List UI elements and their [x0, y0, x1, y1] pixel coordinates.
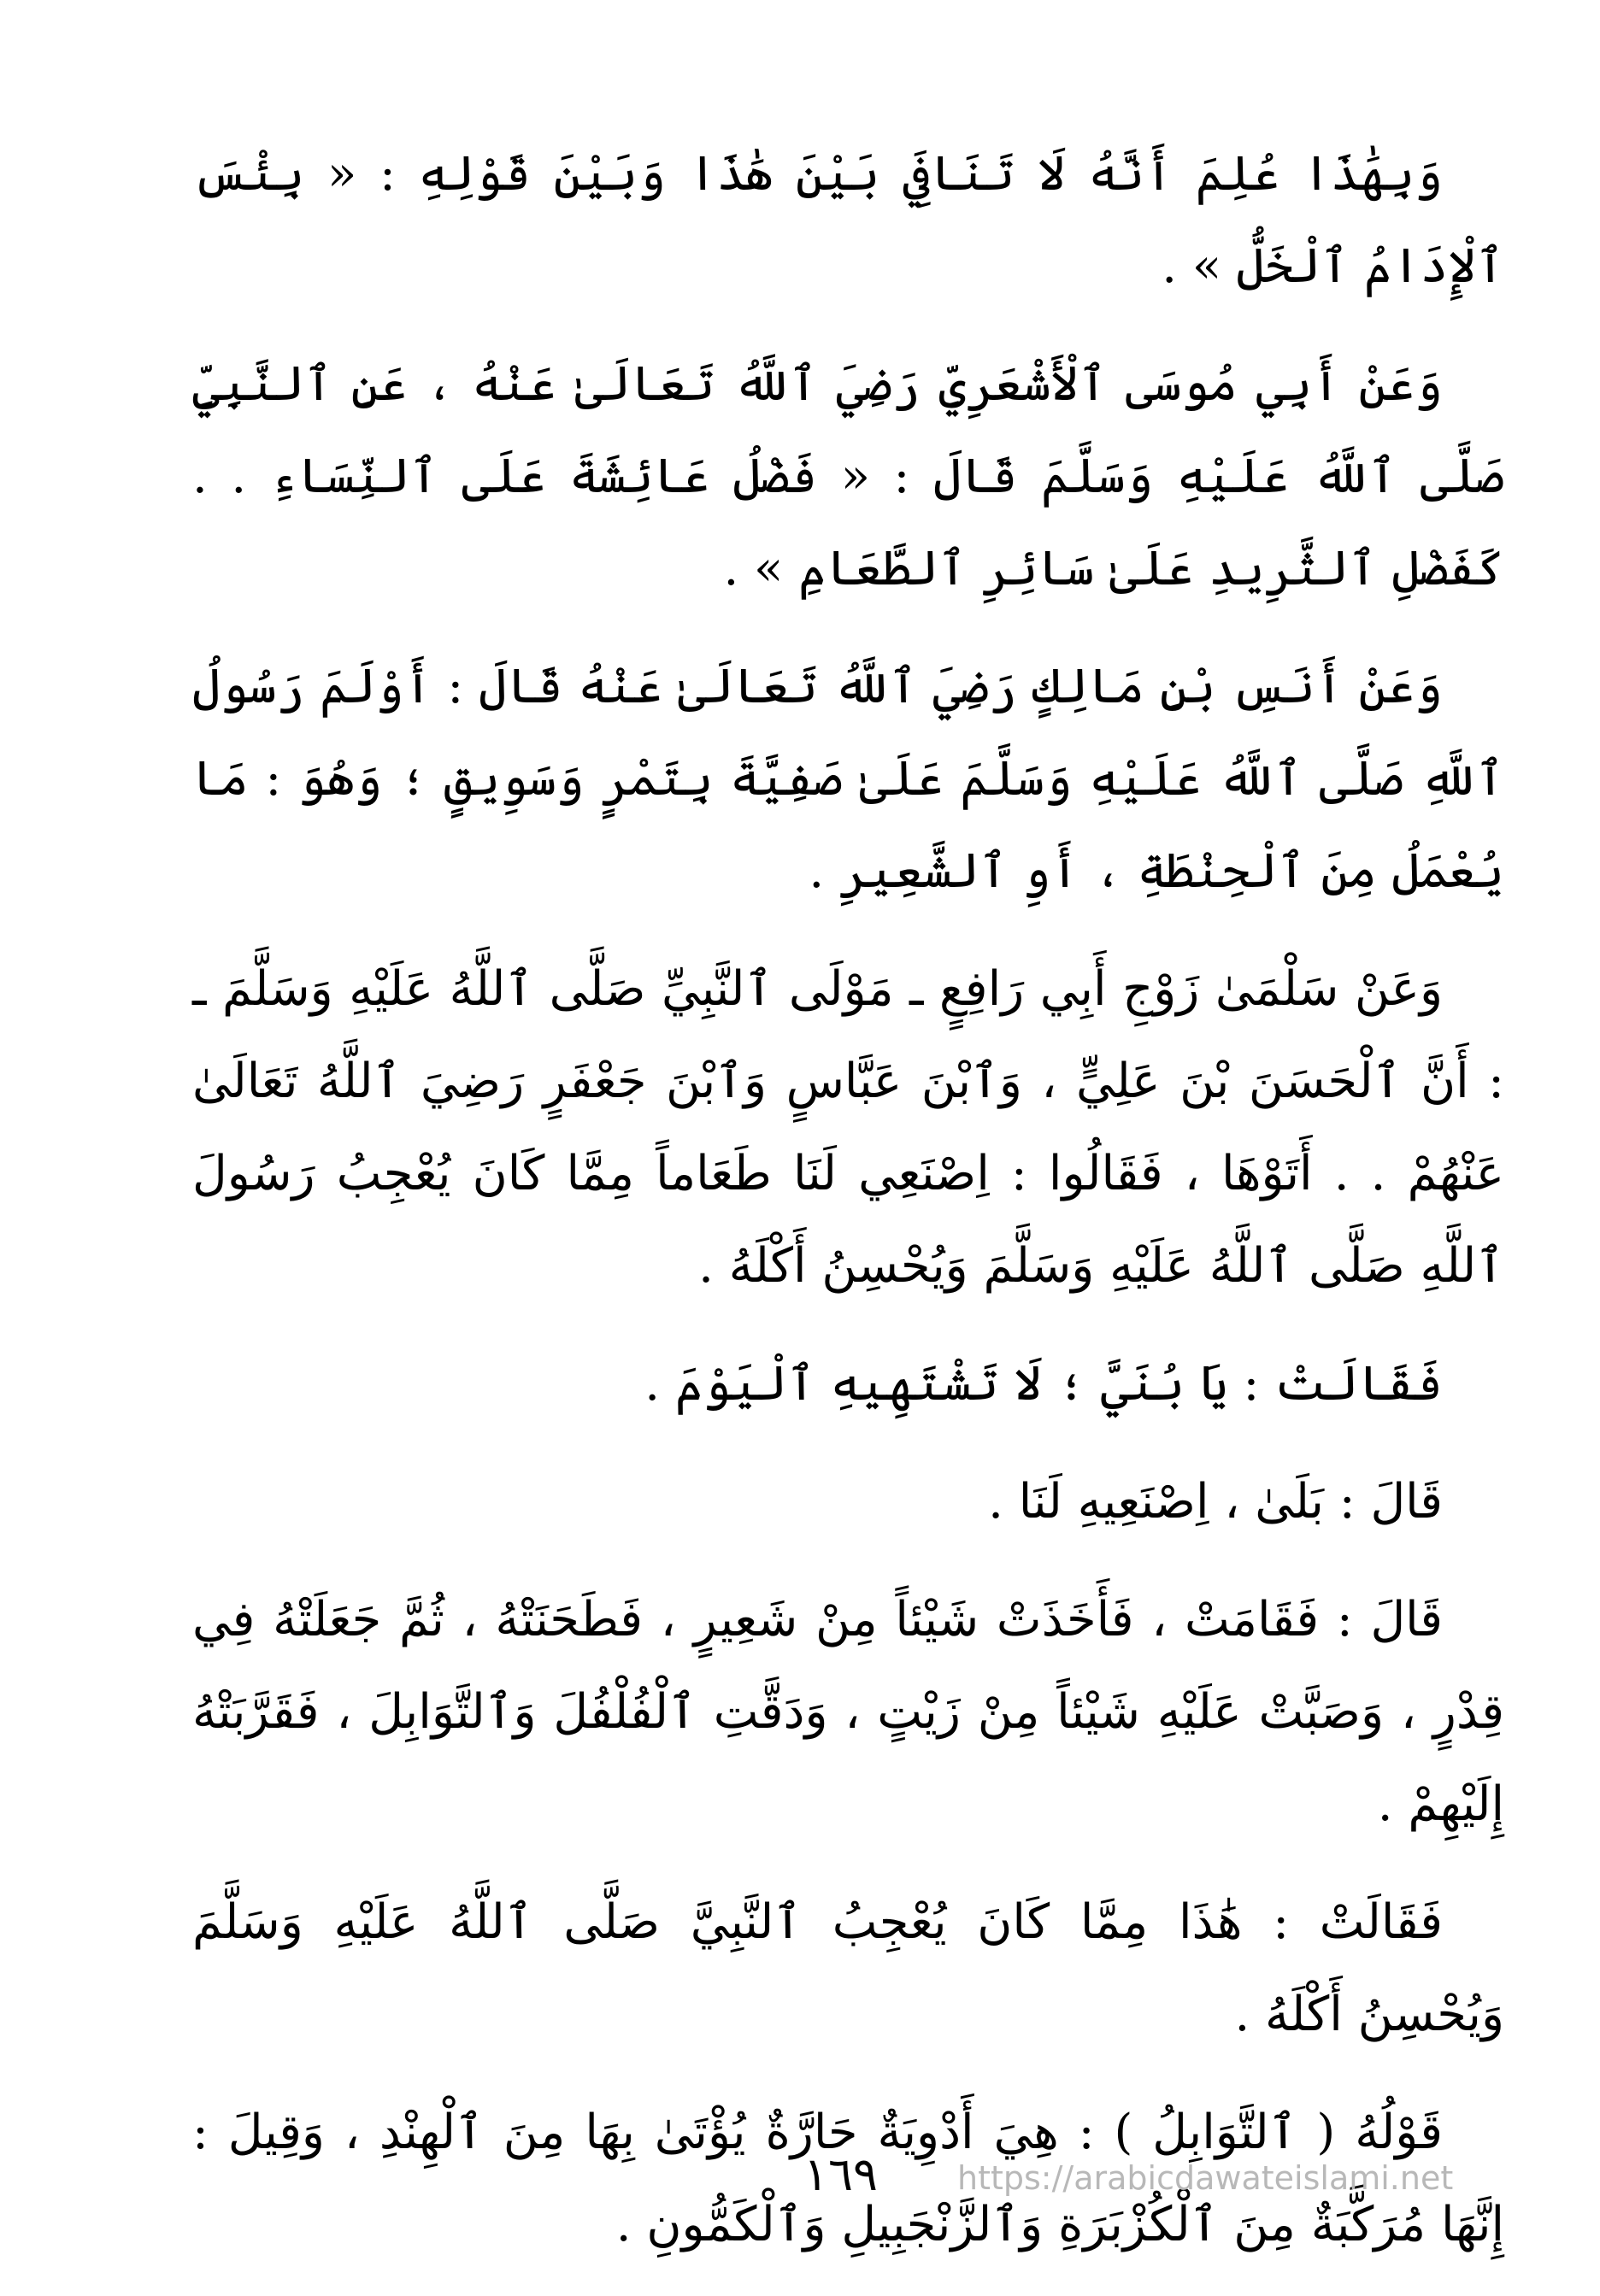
paragraph-2: وَعَنْ أَبِي مُوسَى ٱلْأَشْعَرِيِّ رَضِيَ ٱللَّهُ تَعَالَىٰ عَنْهُ ، عَنِ ٱلنَّبِيِّ صَلَّى ٱللَّهُ عَلَيْهِ وَسَلَّمَ قَالَ : « فَضْلُ عَائِشَةَ عَلَى ٱلنِّسَاءِ . . كَفَضْلِ ٱلثَّرِيدِ عَلَىٰ سَائِرِ ٱلطَّعَامِ » .	[192, 356, 1504, 596]
paragraph-7: قَالَ : فَقَامَتْ ، فَأَخَذَتْ شَيْئاً مِنْ شَعِيرٍ ، فَطَحَنَتْهُ ، ثُمَّ جَعَلَتْهُ فِي قِدْرٍ ، وَصَبَّتْ عَلَيْهِ شَيْئاً مِنْ زَيْتٍ ، وَدَقَّتِ ٱلْفُلْفُلَ وَٱلتَّوَابِلَ ، فَقَرَّبَتْهُ إِلَيْهِمْ .	[192, 1592, 1504, 1832]
paragraph-9: قَوْلُهُ ( ٱلتَّوَابِلُ ) : هِيَ أَدْوِيَةٌ حَارَّةٌ يُؤْتَىٰ بِهَا مِنَ ٱلْهِنْدِ ، وَقِيلَ : إِنَّهَا مُرَكَّبَةٌ مِنَ ٱلْكُزْبَرَةِ وَٱلزَّنْجَبِيلِ وَٱلْكَمُّونِ .	[192, 2105, 1504, 2252]
paragraph-3: وَعَنْ أَنَسِ بْنِ مَالِكٍ رَضِيَ ٱللَّهُ تَعَالَىٰ عَنْهُ قَالَ : أَوْلَمَ رَسُولُ ٱللَّهِ صَلَّى ٱللَّهُ عَلَيْهِ وَسَلَّمَ عَلَىٰ صَفِيَّةَ بِتَمْرٍ وَسَوِيقٍ ؛ وَهُوَ : مَا يُعْمَلُ مِنَ ٱلْحِنْطَةِ ، أَوِ ٱلشَّعِيرِ .	[192, 659, 1504, 899]
watermark-url[interactable]: https://arabicdawateislami.net	[957, 2159, 1454, 2197]
paragraph-5: فَقَالَتْ : يَا بُنَيَّ ؛ لَا تَشْتَهِيهِ ٱلْيَوْمَ .	[644, 1356, 1443, 1412]
paragraph-8: فَقَالَتْ : هَٰذَا مِمَّا كَانَ يُعْجِبُ ٱلنَّبِيَّ صَلَّى ٱللَّهُ عَلَيْهِ وَسَلَّمَ وَيُحْسِنُ أَكْلَهُ .	[192, 1894, 1504, 2042]
paragraph-4: وَعَنْ سَلْمَىٰ زَوْجِ أَبِي رَافِعٍ ـ مَوْلَى ٱلنَّبِيِّ صَلَّى ٱللَّهُ عَلَيْهِ وَسَلَّمَ ـ : أَنَّ ٱلْحَسَنَ بْنَ عَلِيٍّ ، وَٱبْنَ عَبَّاسٍ وَٱبْنَ جَعْفَرٍ رَضِيَ ٱللَّهُ تَعَالَىٰ عَنْهُمْ . . أَتَوْهَا ، فَقَالُوا : اِصْنَعِي لَنَا طَعَاماً مِمَّا كَانَ يُعْجِبُ رَسُولَ ٱللَّهِ صَلَّى ٱللَّهُ عَلَيْهِ وَسَلَّمَ وَيُحْسِنُ أَكْلَهُ .	[192, 961, 1504, 1294]
paragraph-6: قَالَ : بَلَىٰ ، اِصْنَعِيهِ لَنَا .	[988, 1474, 1443, 1530]
paragraph-1: وَبِهَٰذَا عُلِمَ أَنَّهُ لَا تَنَافِيَ بَيْنَ هَٰذَا وَبَيْنَ قَوْلِهِ : « بِئْسَ ٱلْإِدَامُ ٱلْخَلُّ » .	[192, 146, 1504, 294]
page-footer	[0, 2145, 1600, 2213]
page-number: ١٦٩	[803, 2147, 879, 2201]
